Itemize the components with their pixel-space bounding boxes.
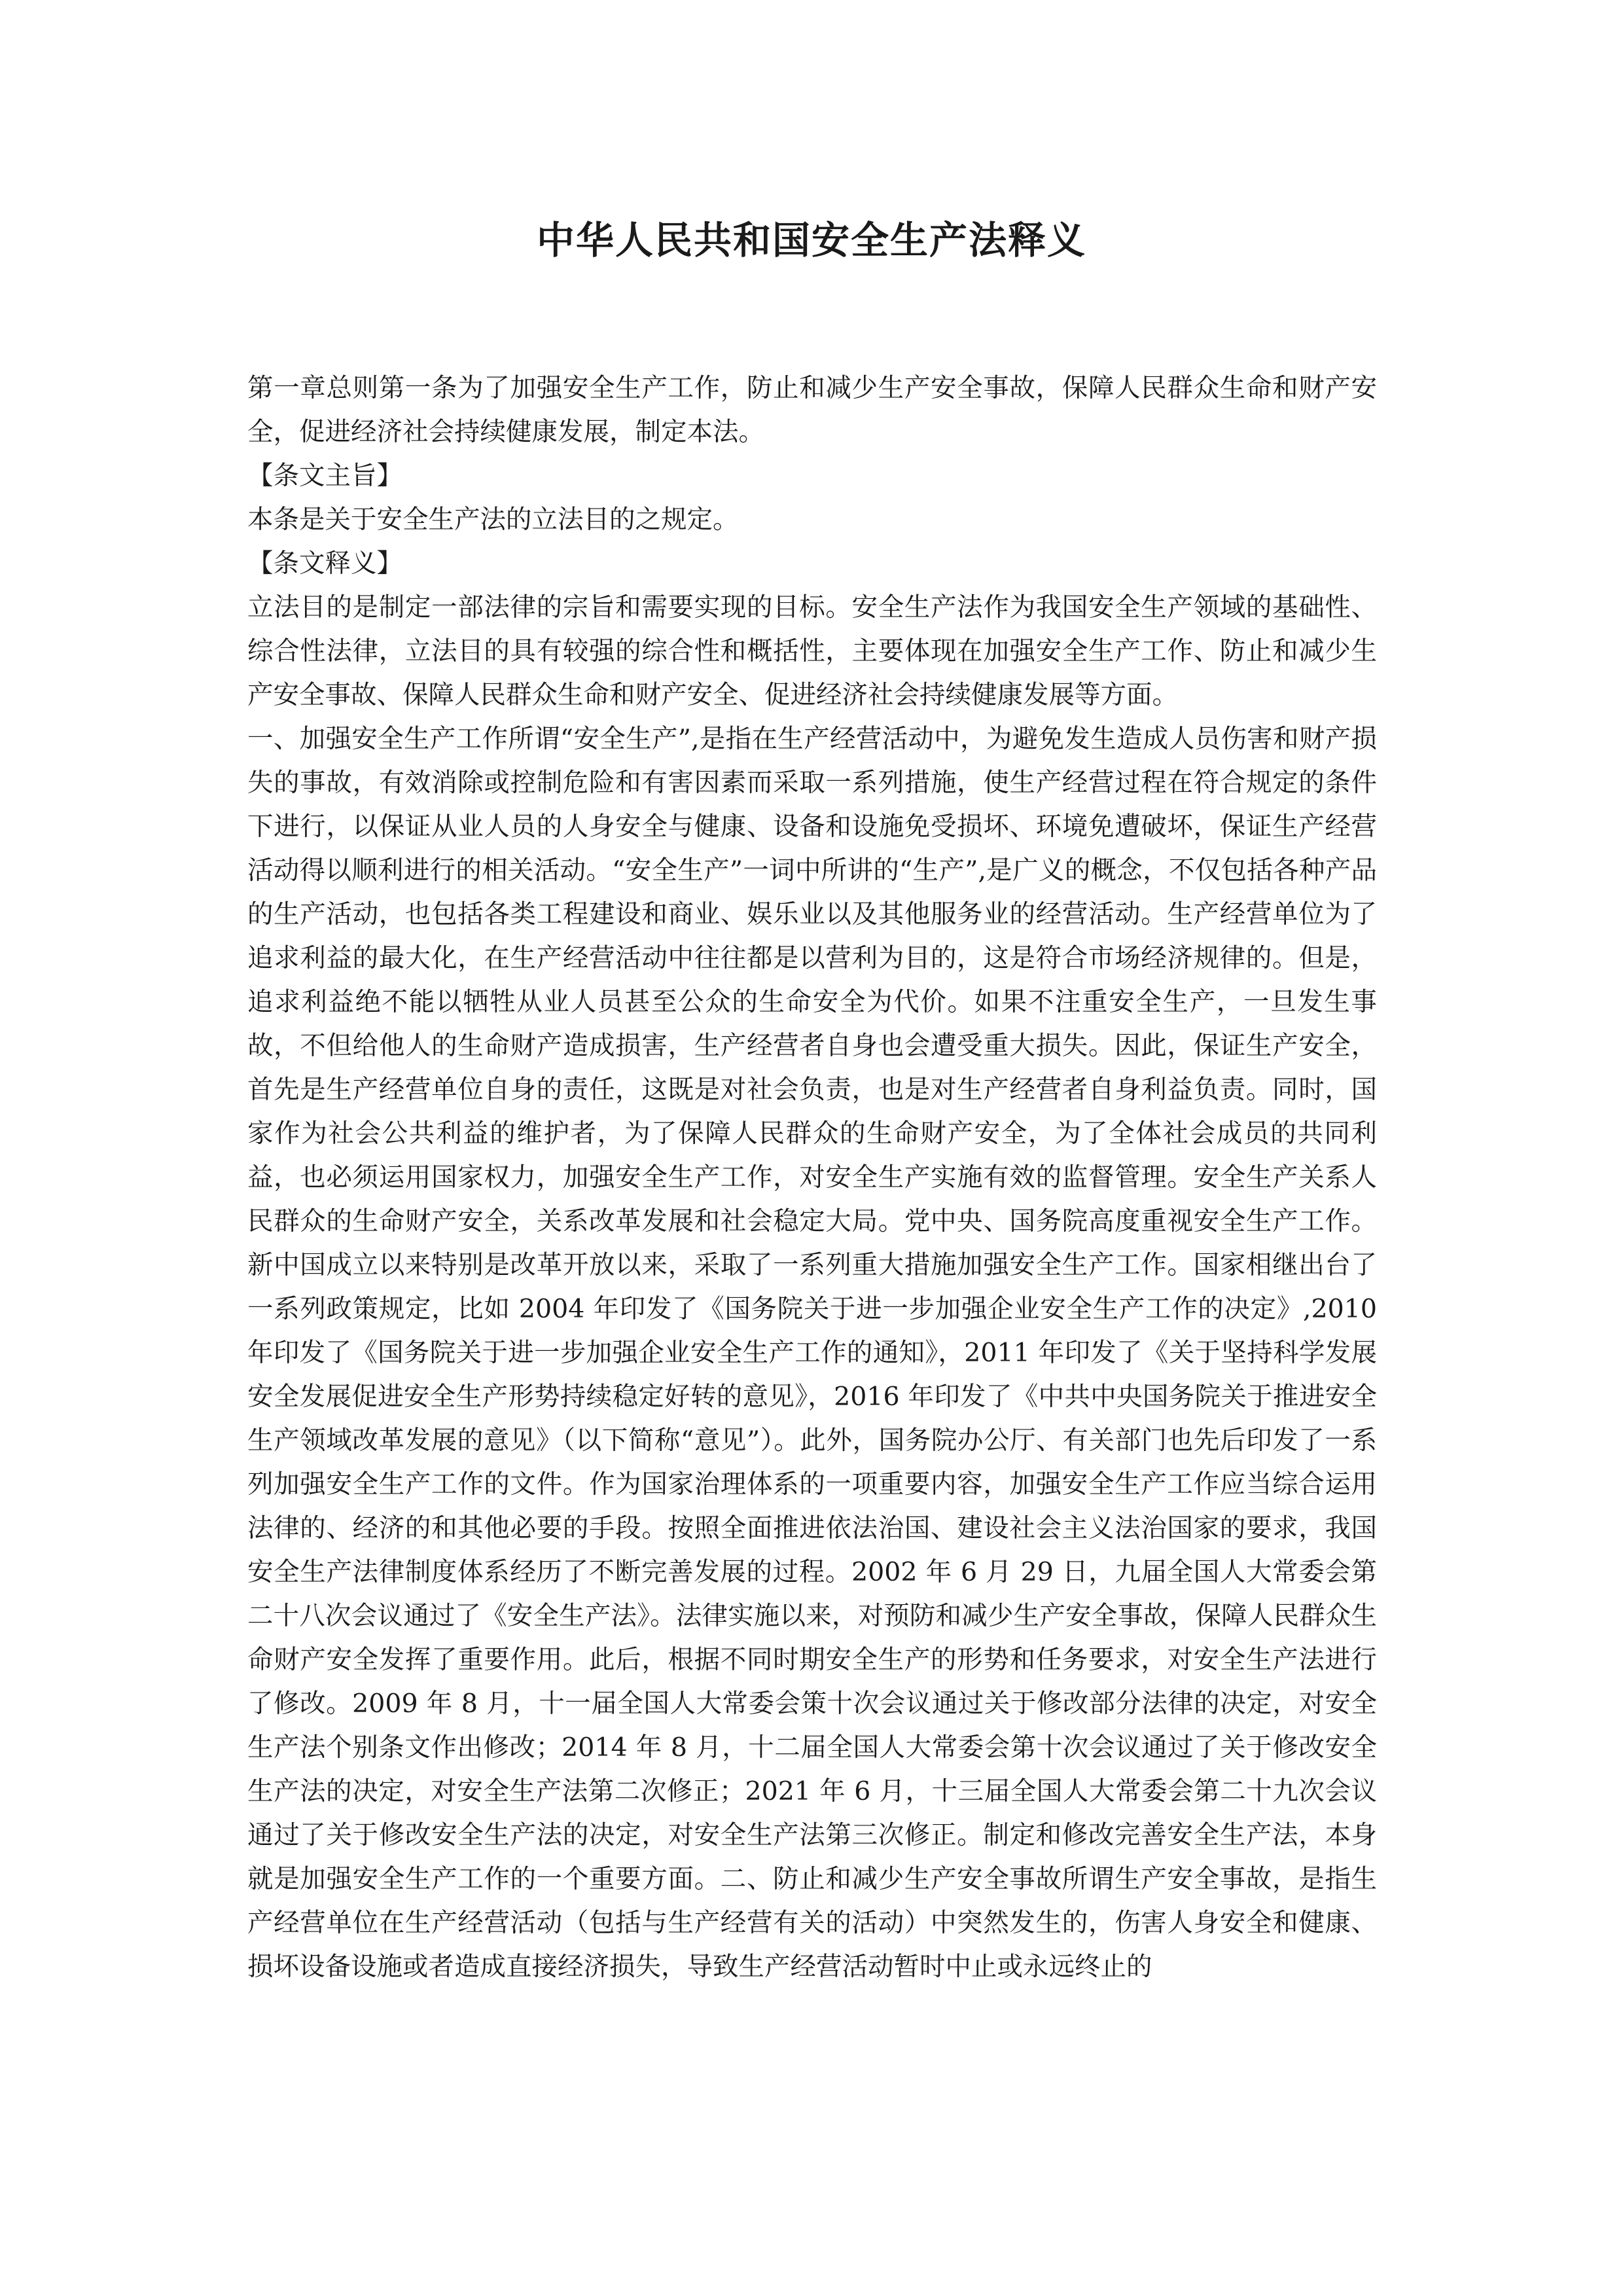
section-heading-purpose: 【条文主旨】 bbox=[247, 461, 402, 491]
paragraph-article-1: 第一章总则第一条为了加强安全生产工作，防止和减少生产安全事故，保障人民群众生命和财产安全，促进经济社会持续健康发展，制定本法。 bbox=[247, 373, 1377, 447]
paragraph-interpretation-body: 一、加强安全生产工作所谓“安全生产”,是指在生产经营活动中，为避免发生造成人员伤害和财产损失的事故，有效消除或控制危险和有害因素而采取一系列措施，使生产经营过程在符合规定的条件下进行，以保证从业人员的人身安全与健康、设备和设施免受损坏、环境免遭破坏，保证生产经营活动得以顺利进行的相关活动。“安全生产”一词中所讲的“生产”,是广义的概念，不仅包括各种产品的生产活动，也包括各类工程建设和商业、娱乐业以及其他服务业的经营活动。生产经营单位为了追求利益的最大化，在生产经营活动中往往都是以营利为目的，这是符合市场经济规律的。但是，追求利益绝不能以牺牲从业人员甚至公众的生命安全为代价。如果不注重安全生产，一旦发生事故，不但给他人的生命财产造成损害，生产经营者自身也会遭受重大损失。因此，保证生产安全，首先是生产经营单位自身的责任，这既是对社会负责，也是对生产经营者自身利益负责。同时，国家作为社会公共利益的维护者，为了保障人民群众的生命财产安全，为了全体社会成员的共同利益，也必须运用国家权力，加强安全生产工作，对安全生产实施有效的监督管理。安全生产关系人民群众的生命财产安全，关系改革发展和社会稳定大局。党中央、国务院高度重视安全生产工作。新中国成立以来特别是改革开放以来，采取了一系列重大措施加强安全生产工作。国家相继出台了一系列政策规定，比如 2004 年印发了《国务院关于进一步加强企业安全生产工作的决定》,2010 年印发了《国务院关于进一步加强企业安全生产工作的通知》，2011 年印发了《关于坚持科学发展安全发展促进安全生产形势持续稳定好转的意见》，2016 年印发了《中共中央国务院关于推进安全生产领域改革发展的意见》（以下简称“意见”）。此外，国务院办公厅、有关部门也先后印发了一系列加强安全生产工作的文件。作为国家治理体系的一项重要内容，加强安全生产工作应当综合运用法律的、经济的和其他必要的手段。按照全面推进依法治国、建设社会主义法治国家的要求，我国安全生产法律制度体系经历了不断完善发展的过程。2002 年 6 月 29 日，九届全国人大常委会第二十八次会议通过了《安全生产法》。法律实施以来，对预防和减少生产安全事故，保障人民群众生命财产安全发挥了重要作用。此后，根据不同时期安全生产的形势和任务要求，对安全生产法进行了修改。2009 年 8 月，十一届全国人大常委会策十次会议通过关于修改部分法律的决定，对安全生产法个别条文作出修改；2014 年 8 月，十二届全国人大常委会第十次会议通过了关于修改安全生产法的决定，对安全生产法第二次修正；2021 年 6 月，十三届全国人大常委会第二十九次会议通过了关于修改安全生产法的决定，对安全生产法第三次修正。制定和修改完善安全生产法，本身就是加强安全生产工作的一个重要方面。二、防止和减少生产安全事故所谓生产安全事故，是指生产经营单位在生产经营活动（包括与生产经营有关的活动）中突然发生的，伤害人身安全和健康、损坏设备设施或者造成直接经济损失，导致生产经营活动暂时中止或永远终止的 bbox=[247, 724, 1377, 1982]
paragraph-interpretation-intro: 立法目的是制定一部法律的宗旨和需要实现的目标。安全生产法作为我国安全生产领域的基础性、综合性法律，立法目的具有较强的综合性和概括性，主要体现在加强安全生产工作、防止和减少生产安全事故、保障人民群众生命和财产安全、促进经济社会持续健康发展等方面。 bbox=[247, 592, 1377, 710]
section-heading-interpretation: 【条文释义】 bbox=[247, 548, 402, 579]
document-title: 中华人民共和国安全生产法释义 bbox=[536, 218, 1086, 262]
paragraph-purpose: 本条是关于安全生产法的立法目的之规定。 bbox=[247, 505, 739, 535]
document-body bbox=[247, 367, 1377, 1989]
